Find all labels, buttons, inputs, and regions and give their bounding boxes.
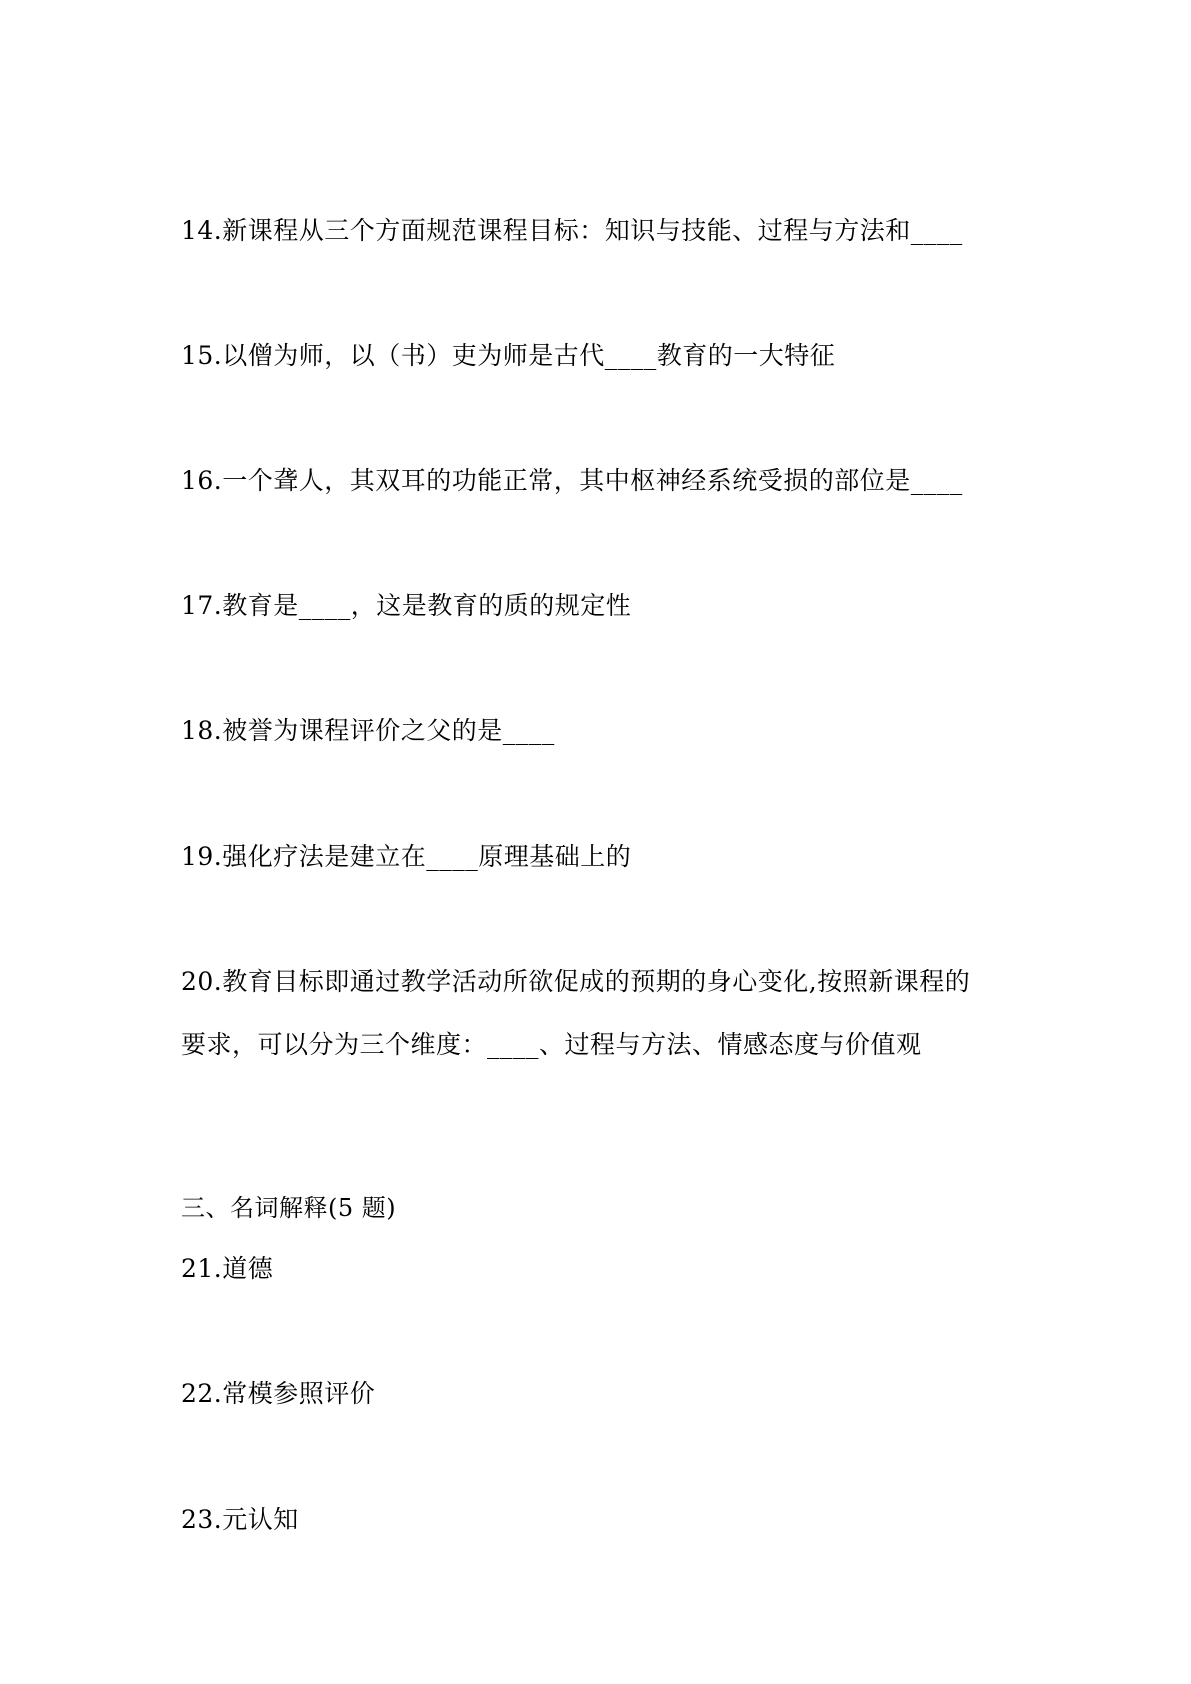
- question-20-line-2: 要求，可以分为三个维度：____、过程与方法、情感态度与价值观: [181, 1030, 922, 1059]
- question-18: 18.被誉为课程评价之父的是____: [181, 716, 555, 745]
- question-23: 23.元认知: [181, 1505, 299, 1534]
- question-15: 15.以僧为师，以（书）吏为师是古代____教育的一大特征: [181, 341, 836, 370]
- question-20-line-1: 20.教育目标即通过教学活动所欲促成的预期的身心变化,按照新课程的: [181, 967, 971, 996]
- question-14: 14.新课程从三个方面规范课程目标：知识与技能、过程与方法和____: [181, 216, 963, 245]
- section-heading: 三、名词解释(5 题): [181, 1194, 397, 1222]
- question-17: 17.教育是____，这是教育的质的规定性: [181, 591, 632, 620]
- question-19: 19.强化疗法是建立在____原理基础上的: [181, 842, 632, 871]
- question-16: 16.一个聋人，其双耳的功能正常，其中枢神经系统受损的部位是____: [181, 466, 963, 495]
- question-21: 21.道德: [181, 1254, 274, 1283]
- question-22: 22.常模参照评价: [181, 1379, 376, 1408]
